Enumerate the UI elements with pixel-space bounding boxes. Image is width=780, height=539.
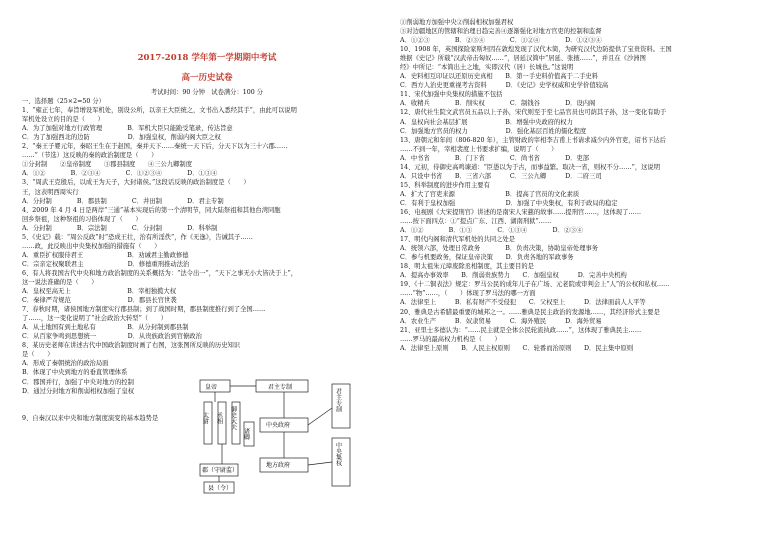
question-line: A．只设中书省 B．三省六部 C．三公九卿 D．二府三司 [400, 172, 602, 180]
question-line: ……不到一年，宰相裴度上书要求扩编，说明了（ ） [400, 145, 558, 153]
question-line: 13、唐朝元和年间（806-820 年），主管财政的宰相李吉甫上书请求减少内外官吏，诏书下达后 [400, 136, 667, 144]
left-question-list [22, 97, 392, 423]
left-column [22, 10, 392, 423]
exam-meta: 考试时间：90 分钟 试卷满分：100 分 [150, 89, 264, 96]
question-line: ……按下面四点：①“提点广东、江西、湖南刑狱”…… [400, 218, 552, 226]
structure-diagram-svg [196, 378, 366, 496]
question-line: ……“物”……，（ ）体现了罗马法的哪一方面 [400, 290, 536, 298]
question-line: 这一说法准确的是（ ） [22, 278, 98, 286]
question-line: 3、“周武王克殷后，以成王为天子，大封诸侯。”这段话反映的政治制度是（ ） [22, 179, 250, 187]
question-line: 12、唐代社生院文武官员五品以上子孙，宋代则至于至七品官员也可荫其子孙，这一变化有助于 [400, 109, 667, 117]
diagram-local: 地方政府 [266, 462, 291, 469]
question-line: A．①② B．②③④ C．①②③④ D．①③④ [22, 170, 218, 178]
diagram-emperor: 皇帝 [205, 384, 218, 391]
question-line: C．宗亲定权聚联君主 D．修德重刑推动法治 [22, 260, 190, 268]
question-line: 9、自秦汉以来中央和地方制度演变的基本趋势是 [22, 414, 159, 422]
question-line: C．为了加强西北的边防 D．加强皇权，削弱内阁大臣之权 [22, 134, 221, 142]
question-line: C．从百家争鸣到思想统一 D．从贵族政治到官僚政治 [22, 333, 202, 341]
diagram-chancellor: 丞相 [215, 412, 223, 424]
question-line: A．①②③ B．②③④ C．①②④ D．①②③④ [400, 37, 602, 45]
question-line: A．统领六部，处理日常政务 B．负责决策，协助皇帝处理事务 [400, 245, 599, 253]
question-line: A．从土地国有到土地私有 B．从分封制到郡县制 [22, 324, 189, 332]
question-line: ①削弱地方加强中央②削弱相权加强君权 [400, 19, 514, 26]
question-line: 4、2009 年 4 月 4 日是两岸“三通”基本实现后的第一个清明节，同大陆祭祖和其他台湾同胞 [22, 206, 281, 214]
diagram-ministers: 诸卿 [242, 428, 250, 440]
diagram-taiwei: 太尉 [201, 412, 209, 424]
question-line: 是（ ） [22, 351, 54, 359]
exam-title: 2017-2018 学年第一学期期中考试 [137, 53, 277, 63]
question-line: A．法律至上 B．私有财产不受侵犯 C．父权至上 D．法律面前人人平等 [400, 299, 646, 307]
question-line: A．法律至上原则 B．人民主权原则 C．轮番而治原则 D．民主集中原则 [400, 344, 634, 352]
question-line: A．扩大了官吏来源 B．提高了官员的文化素质 [400, 190, 580, 198]
right-column [400, 18, 768, 353]
question-line: ……”（节选）这反映的秦的政治制度是（ ） [22, 152, 158, 160]
question-line: 1、“雍正七年，奉旨增设军机处，别设公所，以亲王大臣统之，文书出入悉经其手”，由此可以说明 [22, 107, 297, 115]
question-line: ①分封制 ②皇帝制度 ③郡县制度 ④三公九卿制度 [22, 161, 193, 169]
diagram-central: 中央政府 [266, 422, 291, 429]
question-line: A．提高办事效率 B．削弱贵族势力 C．加强皇权 D．完善中央机构 [400, 272, 627, 280]
political-structure-diagram [196, 378, 366, 496]
exam-subtitle: 高一历史试卷 [181, 73, 233, 83]
right-question-list [400, 18, 768, 353]
question-line: A．皇权向社会基层扩展 B．增强中央政府的权力 [400, 118, 573, 126]
question-line: 维据《史记》所载“汉武帝击匈奴……”，居延汉简中“居延、张掖……”，并且在《沙洲图 [400, 55, 646, 63]
question-line: 一、选择题（25×2=50 分） [22, 98, 105, 106]
question-line: 2、“秦王子婴元年，秦昭王生在于赵国，秦并天下……秦统一天下后，分天下以为三十六郡…… [22, 143, 288, 151]
question-line: A．形成了秦朝统治的政治局面 [22, 360, 109, 368]
diagram-prefecture: 郡（守尉监） [202, 467, 239, 474]
question-line: 军机处设立的目的是（ ） [22, 116, 104, 124]
question-line: C．参与机要政务，保证皇帝决策 D．负责各地的军政事务 [400, 254, 574, 262]
diagram-yushi: 御史大夫 [229, 406, 237, 430]
question-line: 经》中所记：“本简出土之地，实即汉代（居）长城也。”这说明 [400, 64, 574, 72]
question-line: 17、明代内阁和清代军机处的共同之处是 [400, 236, 516, 244]
question-line: C．有利于皇权加强 D．加强了中央集权，有利于政局的稳定 [400, 199, 618, 207]
question-line: A．①② B．①③ C．①③④ D．②③④ [400, 227, 583, 235]
diagram-monarchy-top: 君主专制 [268, 384, 293, 391]
question-line: 16、电视剧《大宋提刑官》讲述的是南宋人宋慈的故事……提刑官……，这体现了…… [400, 208, 641, 216]
question-line: 7、春秋时期，诸侯国地方制度实行郡县制；到了战国时期，郡县制度推行到了全国…… [22, 306, 266, 314]
diagram-centralization: 中央集权 [334, 442, 342, 466]
diagram-monarchy: 君主专制 [334, 388, 342, 412]
question-line: C．秦律严苛规范 D．郡县长官世袭 [22, 297, 177, 305]
question-line: A．收精兵 B．削实权 C．制钱谷 D．设内阁 [400, 100, 596, 108]
question-line: 回乡祭祖，这种祭祖的习俗体现了（ ） [22, 215, 142, 223]
question-line: A．农业生产 B．奴隶贸易 C．海外殖民 D．海外贸易 [400, 317, 602, 325]
question-line: 10、1908 年，英国探险家斯坦因在敦煌发现了汉代木简，为研究汉代边防提供了宝贵资料。王国 [400, 46, 672, 54]
question-line: A．皇权至高无上 B．宰相独揽大权 [22, 288, 177, 296]
question-line: 6、有人将我国古代中央和地方政治制度的关系概括为：“法令出一”，“天下之事无小大皆决于上”， [22, 269, 298, 277]
question-line: A．分封制 B．郡县制 C．井田制 D．君主专制 [22, 197, 224, 205]
question-line: C．西方人治史更重视考古资料 D．《史记》史学权威和史学价值较高 [400, 82, 609, 90]
question-line: ……政，此反映出中央集权加强的措施有（ ） [22, 242, 161, 250]
question-line: 15、科举制度的进步作用主要有 [400, 181, 490, 189]
question-line: A．史料相互印证以还原历史真相 B．第一手史料价值高于二手史料 [400, 73, 599, 81]
question-line: D．通过分封地方和削弱相权加强了皇权 [22, 387, 135, 395]
diagram-county: 县（令） [208, 485, 233, 492]
question-line: 19、《十二铜表法》规定：罗马公民的成年儿子在广场、元老院或审判会上“人”的公权和私权…… [400, 281, 670, 289]
question-line: A．中书省 B．门下省 C．尚书省 D．吏部 [400, 154, 590, 162]
question-line: ③对边疆地区的管辖和治理日趋完善④逐渐强化对地方官吏的控制和监督 [400, 28, 602, 36]
question-line: C．郡国并行，加强了中央对地方的控制 [22, 378, 134, 386]
question-line: 8、某历史老师在讲述古代中国政治制度时画了右图，这张图所反映的历史知识 [22, 342, 241, 350]
question-line: A．为了加强对地方行政管理 B．军机大臣只能跪受笔录，传达旨意 [22, 125, 233, 133]
question-line: C．加强地方官员的权力 D．强化基层百姓的儒化程度 [400, 127, 587, 135]
question-line: 11、宋代加强中央集权的措施不包括 [400, 91, 503, 99]
question-line: 20、雅典是古希腊最重要的城邦之一。……雅典是民主政治的发源地……，其经济形式主要是 [400, 308, 660, 316]
question-line: ……罗马的最高权力机构是（ ） [400, 335, 501, 343]
question-line: A．重臣扩权服侍君王 B．劝诫君主勤政修德 [22, 251, 189, 259]
question-line: 18、明太祖朱元璋废除丞相制度，其主要目的是 [400, 263, 534, 271]
question-line: 王，这表明西周实行 [22, 188, 79, 196]
question-line: 5、《史记》载：“周公反政”时“恐成王壮，治有所淫佚”，作《无逸》，告诫其子…… [22, 233, 253, 241]
question-line: 14、元初，侍御史高鸣谏道：“臣愚以为于古，而事益繁。取决一省，则权不分……”，这说明 [400, 163, 661, 171]
question-line: 了……，这一变化说明了“社会政治大转型”（ ） [22, 315, 167, 323]
question-line: B．体现了中央到地方的垂直管理体系 [22, 369, 128, 377]
question-line: 21、亚里士多德认为：“……民主就是全体公民轮流执政……”，这体现了雅典民主…… [400, 326, 642, 334]
question-line: A．分封制 B．宗法制 C．分封制 D．科举制 [22, 224, 218, 232]
